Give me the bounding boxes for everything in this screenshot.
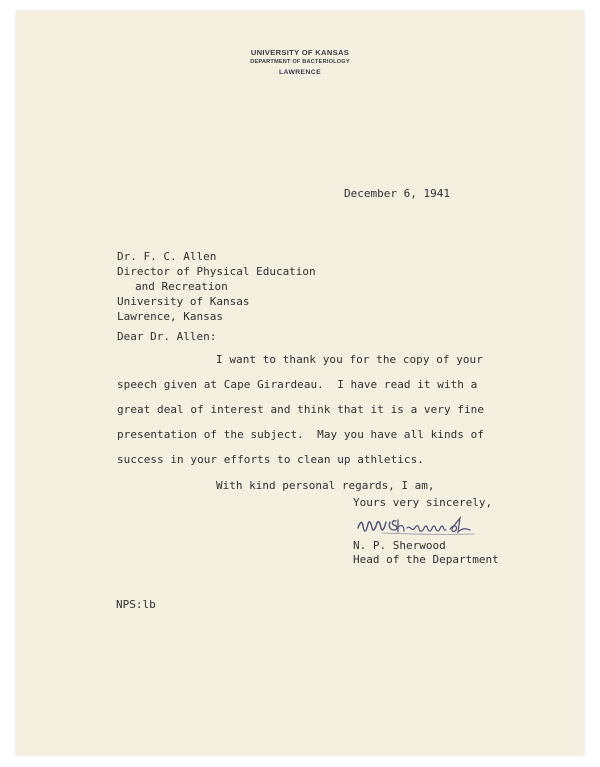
salutation: Dear Dr. Allen:	[117, 330, 217, 343]
closing-remark: With kind personal regards, I am,	[216, 479, 435, 492]
complimentary-close: Yours very sincerely,	[353, 496, 493, 509]
recipient-institution: University of Kansas	[117, 295, 250, 308]
body-line: great deal of interest and think that it is a very fine	[117, 403, 484, 416]
handwritten-signature	[354, 514, 494, 540]
letter-page	[16, 11, 584, 755]
body-line: I want to thank you for the copy of your	[216, 353, 483, 366]
recipient-title-cont: and Recreation	[135, 280, 228, 293]
recipient-title: Director of Physical Education	[117, 265, 316, 278]
body-line: speech given at Cape Girardeau. I have read it with a	[117, 378, 478, 391]
letterhead-institution: UNIVERSITY OF KANSAS	[250, 48, 350, 57]
recipient-city: Lawrence, Kansas	[117, 310, 223, 323]
body-line: presentation of the subject. May you have all kinds of	[117, 428, 484, 441]
letterhead-department: DEPARTMENT OF BACTERIOLOGY	[250, 59, 350, 65]
signer-title: Head of the Department	[353, 553, 499, 566]
reference-initials: NPS:lb	[116, 598, 156, 611]
letterhead-city: LAWRENCE	[278, 69, 322, 76]
recipient-name: Dr. F. C. Allen	[117, 250, 217, 263]
signer-name: N. P. Sherwood	[353, 539, 446, 552]
body-line: success in your efforts to clean up athletics.	[117, 453, 424, 466]
letter-date: December 6, 1941	[344, 187, 450, 200]
